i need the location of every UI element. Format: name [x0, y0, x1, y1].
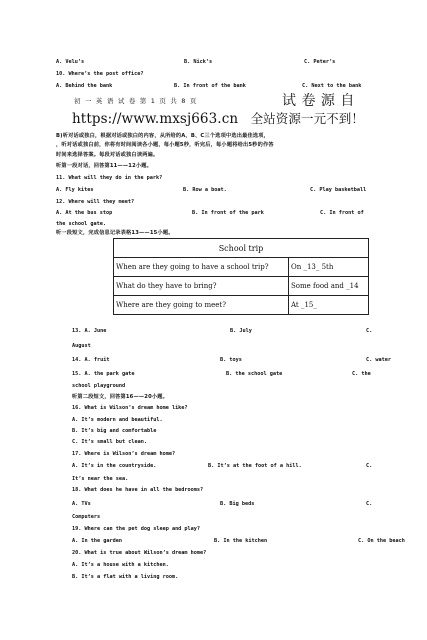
instructions-line-1: B)听对话或独白，根据对话或独白的内容，从所给的A、B、C三个选项中选出最佳选项，: [56, 133, 270, 139]
q12-option-a: A. At the bus stop: [56, 210, 113, 216]
q13-option-b: B. July: [230, 328, 252, 334]
q10-option-c: C. Next to the bank: [302, 83, 362, 89]
q16-option-a: A. It’s modern and beautiful.: [72, 417, 163, 423]
q18-option-b: B. Big beds: [220, 501, 255, 507]
q18-option-a: A. TVs: [72, 501, 91, 507]
q11-option-a: A. Fly kites: [56, 187, 94, 193]
q18-question: 18. What does he have in all the bedrooms?: [72, 487, 204, 493]
q18-options: [56, 501, 416, 511]
q18-option-c-cont: Computers: [72, 514, 101, 520]
section-1-heading: 听第一段对话，回答第11——12小题。: [56, 163, 153, 169]
q20-option-b: B. It’s a flat with a living room.: [72, 574, 179, 580]
table-row: [114, 296, 369, 315]
q13-option-a: 13. A. June: [72, 328, 107, 334]
q15-options: [56, 371, 416, 381]
q15-option-c: C. the: [352, 371, 371, 377]
table-answer-cell: Some food and _14: [289, 277, 369, 296]
q9-option-c: C. Peter’s: [304, 59, 336, 65]
q20-question: 20. What is true about Wilson’s dream home?: [72, 550, 207, 556]
q13-option-c: C.: [366, 328, 373, 334]
watermark-line: [72, 109, 422, 131]
q19-option-a: A. In the garden: [72, 538, 122, 544]
q17-options: [56, 463, 416, 473]
table-row: [114, 258, 369, 277]
q9-option-a: A. Velu’s: [56, 59, 85, 65]
header-source-text: 试 卷 源 自: [282, 93, 355, 109]
table-answer-cell: On _13_ 5th: [289, 258, 369, 277]
q19-option-c: C. On the beach: [358, 538, 405, 544]
q14-option-c: C. water: [366, 357, 391, 363]
q11-options: [56, 187, 416, 197]
instructions-line-3: 时间来选择答案。每段对话或独白读两遍。: [56, 152, 159, 158]
q13-option-c-cont: August: [72, 343, 91, 349]
q9-option-b: B. Nick’s: [184, 59, 213, 65]
q16-option-c: C. It’s small but clean.: [72, 439, 147, 445]
q19-options: [56, 538, 416, 548]
q14-option-a: 14. A. fruit: [72, 357, 110, 363]
q10-question: 10. Where’s the post office?: [56, 71, 144, 77]
q15-option-c-cont: school playground: [72, 383, 126, 389]
q9-options: [56, 59, 416, 69]
school-trip-table: [113, 238, 369, 315]
q17-option-a: A. It’s in the countryside.: [72, 463, 157, 469]
q12-option-b: B. In front of the park: [192, 210, 264, 216]
q16-option-b: B. It’s big and comfortable: [72, 428, 157, 434]
section-2-heading: 听一段短文，完成信息记录表格13——15小题。: [56, 230, 174, 236]
q17-option-c-cont: It’s near the sea.: [72, 476, 129, 482]
table-question-cell: Where are they going to meet?: [114, 296, 289, 315]
q12-question: 12. Where will they meet?: [56, 199, 135, 205]
page-header: [74, 90, 424, 110]
watermark-url: https://www.mxsj663.cn: [72, 111, 239, 127]
q10-option-b: B. In front of the bank: [174, 83, 246, 89]
q16-question: 16. What is Wilson’s dream home like?: [72, 405, 188, 411]
watermark-slogan: 全站资源一元不到！: [250, 111, 364, 126]
q13-options: [56, 328, 416, 338]
table-answer-cell: At _15_: [289, 296, 369, 315]
q17-option-b: B. It’s at the foot of a hill.: [208, 463, 302, 469]
section-3-heading: 听第二段短文，回答第16——20小题。: [72, 394, 169, 400]
q11-option-c: C. Play basketball: [310, 187, 367, 193]
q14-options: [56, 357, 416, 367]
q10-option-a: A. Behind the bank: [56, 83, 113, 89]
q12-option-c-cont: the school gate.: [56, 221, 106, 227]
q11-question: 11. What will they do in the park?: [56, 175, 163, 181]
table-question-cell: What do they have to bring?: [114, 277, 289, 296]
q19-option-b: B. In the kitchen: [214, 538, 268, 544]
q18-option-c: C.: [366, 501, 373, 507]
table-row: [114, 277, 369, 296]
table-question-cell: When are they going to have a school trip?: [114, 258, 289, 277]
q15-option-b: B. the school gate: [226, 371, 283, 377]
q17-option-c: C.: [366, 463, 373, 469]
q15-option-a: 15. A. the park gate: [72, 371, 135, 377]
q20-option-a: A. It’s a house with a kitchen.: [72, 562, 169, 568]
q12-options: [56, 210, 416, 220]
q17-question: 17. Where is Wilson’s dream home?: [72, 451, 176, 457]
q12-option-c: C. In front of: [320, 210, 364, 216]
page-number-text: 初 一 英 语 试 卷 第 1 页 共 8 页: [74, 97, 198, 105]
q19-question: 19. Where can the pet dog sleep and play?: [72, 526, 201, 532]
q14-option-b: B. toys: [220, 357, 242, 363]
instructions-line-2: ，听对话或独白前，你将有时间阅读各小题，每小题5秒，听完后，每小题将给出5秒的作答: [56, 142, 274, 148]
table-title: School trip: [114, 239, 369, 258]
q11-option-b: B. Row a boat.: [183, 187, 227, 193]
